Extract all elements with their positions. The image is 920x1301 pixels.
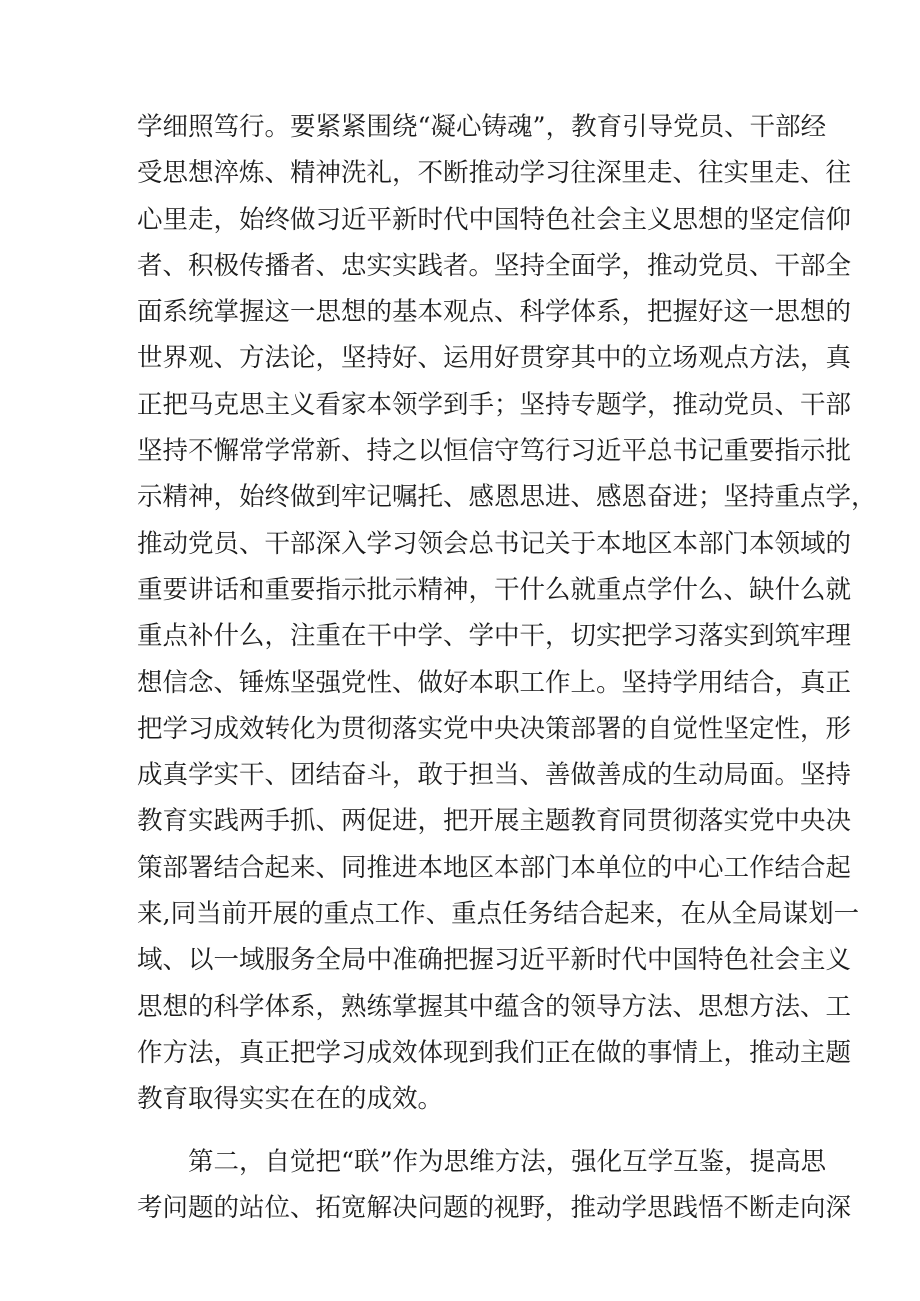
text-line: 正把马克思主义看家本领学到手；坚持专题学，推动党员、干部 [137, 389, 852, 420]
text-line: 者、积极传播者、忠实实践者。坚持全面学，推动党员、干部全 [137, 250, 852, 281]
text-line: 想信念、锤炼坚强党性、做好本职工作上。坚持学用结合，真正 [137, 667, 852, 698]
text-line: 成真学实干、团结奋斗，敢于担当、善做善成的生动局面。坚持 [137, 760, 852, 791]
text-line: 坚持不懈常学常新、持之以恒信守笃行习近平总书记重要指示批 [137, 436, 852, 467]
text-line: 考问题的站位、拓宽解决问题的视野，推动学思践悟不断走向深 [137, 1192, 852, 1223]
text-line: 学细照笃行。要紧紧围绕“凝心铸魂”，教育引导党员、干部经 [137, 112, 827, 142]
text-line: 心里走，始终做习近平新时代中国特色社会主义思想的坚定信仰 [137, 204, 852, 235]
text-line: 思想的科学体系，熟练掌握其中蕴含的领导方法、思想方法、工 [137, 991, 852, 1022]
text-line: 重要讲话和重要指示批示精神，干什么就重点学什么、缺什么就 [137, 574, 852, 605]
paragraph-2 [137, 1139, 852, 1232]
text-line: 策部署结合起来、同推进本地区本部门本单位的中心工作结合起 [137, 852, 852, 883]
text-line: 推动党员、干部深入学习领会总书记关于本地区本部门本领域的 [137, 528, 852, 559]
text-line: 教育实践两手抓、两促进，把开展主题教育同贯彻落实党中央决 [137, 806, 852, 837]
text-line: 面系统掌握这一思想的基本观点、科学体系，把握好这一思想的 [137, 297, 852, 328]
text-line: 重点补什么，注重在干中学、学中干，切实把学习落实到筑牢理 [137, 621, 852, 652]
text-line: 第二，自觉把“联”作为思维方法，强化互学互鉴，提高思 [188, 1146, 827, 1177]
text-line: 教育取得实实在在的成效。 [137, 1084, 444, 1115]
text-line: 作方法，真正把学习成效体现到我们正在做的事情上，推动主题 [137, 1037, 852, 1068]
text-line: 世界观、方法论，坚持好、运用好贯穿其中的立场观点方法，真 [137, 343, 852, 374]
text-line: 来,同当前开展的重点工作、重点任务结合起来，在从全局谋划一 [137, 899, 860, 930]
text-line: 域、以一域服务全局中准确把握习近平新时代中国特色社会主义 [137, 945, 852, 976]
text-line: 把学习成效转化为贯彻落实党中央决策部署的自觉性坚定性，形 [137, 713, 852, 744]
text-line: 受思想淬炼、精神洗礼，不断推动学习往深里走、往实里走、往 [137, 158, 852, 189]
document-body [137, 104, 877, 1231]
paragraph-1 [137, 104, 877, 1123]
text-line: 示精神，始终做到牢记嘱托、感恩思进、感恩奋进；坚持重点学， [137, 482, 877, 513]
paragraph-gap [137, 1123, 805, 1139]
